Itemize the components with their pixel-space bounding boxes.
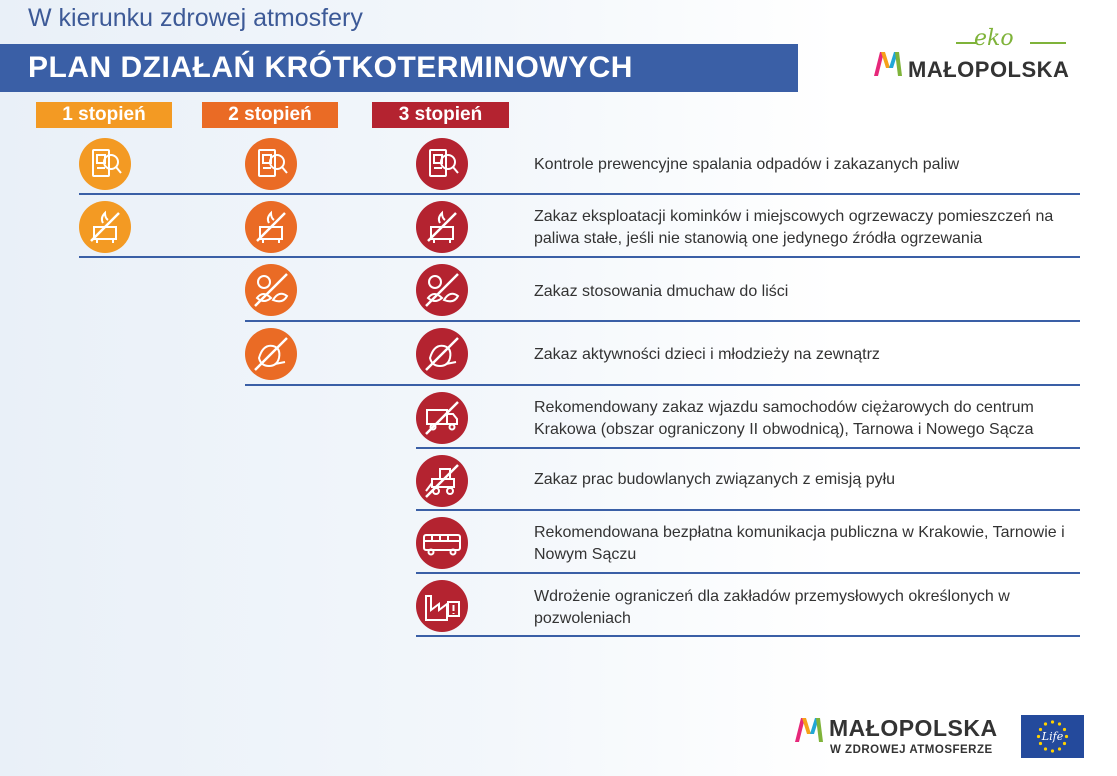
logo-line (956, 42, 976, 44)
inspection-icon (79, 138, 131, 190)
level-2-label: 2 stopień (202, 102, 338, 128)
malopolska-mark-icon (872, 48, 904, 78)
action-text: Rekomendowany zakaz wjazdu samochodów ciężarowych do centrum Krakowa (obszar ograniczony II obwodnicą), Tarnowa i Nowego Sącza (534, 399, 1034, 438)
row-divider (416, 447, 1080, 449)
page-subtitle: W kierunku zdrowej atmosfery (28, 4, 363, 32)
row-divider (416, 509, 1080, 511)
logo-wordmark: MAŁOPOLSKA (908, 57, 1070, 82)
logo-wordmark: MAŁOPOLSKA (829, 715, 998, 741)
action-text: Wdrożenie ograniczeń dla zakładów przemysłowych określonych w pozwoleniach (534, 588, 1010, 627)
eko-malopolska-logo (872, 26, 1087, 86)
factory-warning-icon (416, 580, 468, 632)
action-text: Zakaz eksploatacji kominków i miejscowych ogrzewaczy pomieszczeń na paliwa stałe, jeśli nie stanowią one jedynego źródła ogrzewania (534, 208, 1054, 247)
logo-line (1030, 42, 1066, 44)
malopolska-mark-icon (793, 714, 825, 744)
row-divider (79, 193, 1080, 195)
row-divider (245, 320, 1080, 322)
bus-icon (416, 517, 468, 569)
level-3-label: 3 stopień (372, 102, 509, 128)
logo-eko-text: eko (974, 26, 1014, 51)
fireplace-ban-icon (416, 201, 468, 253)
outdoor-activity-ban-icon (245, 328, 297, 380)
construction-ban-icon (416, 455, 468, 507)
truck-ban-icon (416, 392, 468, 444)
row-divider (245, 384, 1080, 386)
action-text: Rekomendowana bezpłatna komunikacja publiczna w Krakowie, Tarnowie i Nowym Sączu (534, 524, 1065, 563)
eu-life-text: Life (1041, 730, 1064, 743)
row-divider (79, 256, 1080, 258)
action-text: Zakaz prac budowlanych związanych z emisją pyłu (534, 471, 896, 488)
malopolska-atmosfera-logo (793, 712, 1013, 762)
eu-stars-icon (1021, 715, 1084, 758)
action-text: Zakaz stosowania dmuchaw do liści (534, 283, 789, 300)
action-text: Kontrole prewencyjne spalania odpadów i zakazanych paliw (534, 156, 960, 173)
logo-tagline: W ZDROWEJ ATMOSFERZE (830, 744, 993, 756)
inspection-icon (245, 138, 297, 190)
outdoor-activity-ban-icon (416, 328, 468, 380)
page-title-banner: PLAN DZIAŁAŃ KRÓTKOTERMINOWYCH (0, 44, 798, 92)
leaf-blower-ban-icon (245, 264, 297, 316)
inspection-icon (416, 138, 468, 190)
row-divider (416, 572, 1080, 574)
row-divider (416, 635, 1080, 637)
fireplace-ban-icon (79, 201, 131, 253)
level-1-label: 1 stopień (36, 102, 172, 128)
fireplace-ban-icon (245, 201, 297, 253)
action-text: Zakaz aktywności dzieci i młodzieży na zewnątrz (534, 346, 880, 363)
leaf-blower-ban-icon (416, 264, 468, 316)
eu-life-logo (1021, 715, 1084, 758)
